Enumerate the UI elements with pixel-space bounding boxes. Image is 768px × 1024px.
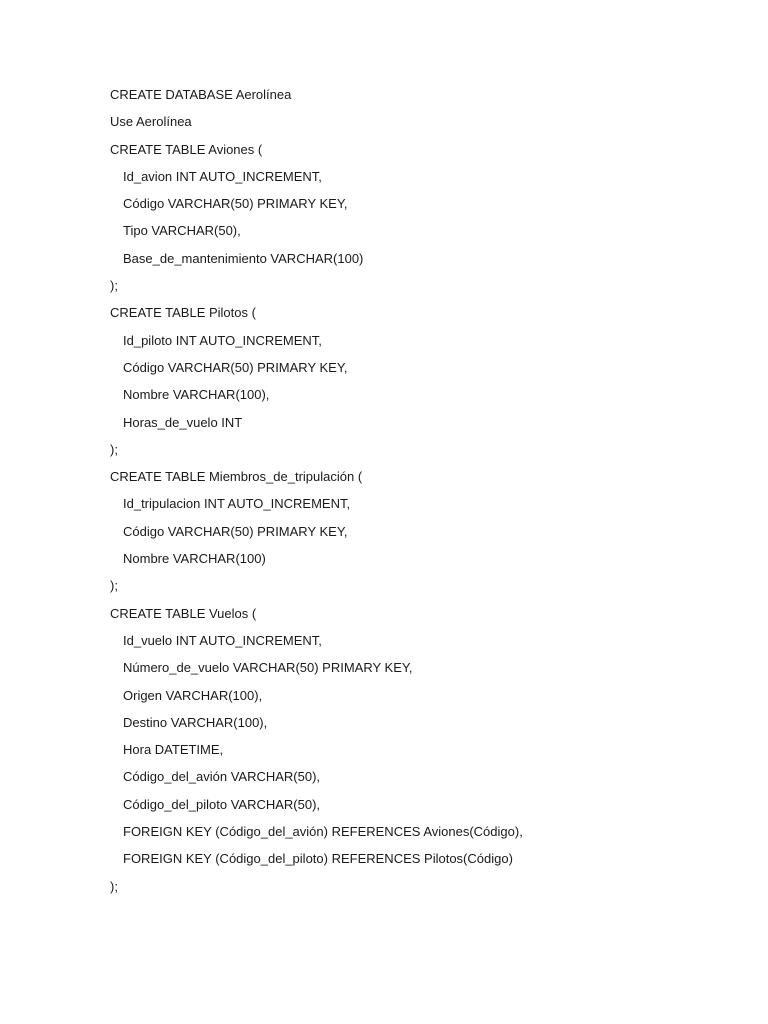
sql-line: Id_piloto INT AUTO_INCREMENT,	[123, 332, 322, 348]
sql-line: Nombre VARCHAR(100),	[123, 387, 270, 403]
sql-line: Id_avion INT AUTO_INCREMENT,	[123, 168, 322, 184]
sql-line: FOREIGN KEY (Código_del_avión) REFERENCES Aviones(Código),	[123, 824, 523, 840]
sql-line: Código VARCHAR(50) PRIMARY KEY,	[123, 196, 348, 212]
sql-line: );	[110, 578, 118, 594]
sql-line: CREATE TABLE Pilotos (	[110, 305, 256, 321]
sql-line: CREATE TABLE Miembros_de_tripulación (	[110, 469, 363, 485]
sql-line: Base_de_mantenimiento VARCHAR(100)	[123, 250, 364, 266]
sql-line: );	[110, 878, 118, 894]
sql-line: );	[110, 278, 118, 294]
sql-line: Id_tripulacion INT AUTO_INCREMENT,	[123, 496, 351, 512]
sql-line: Id_vuelo INT AUTO_INCREMENT,	[123, 632, 322, 648]
sql-line: Tipo VARCHAR(50),	[123, 223, 241, 239]
sql-line: Número_de_vuelo VARCHAR(50) PRIMARY KEY,	[123, 660, 413, 676]
sql-line: CREATE TABLE Aviones (	[110, 141, 263, 157]
sql-line: CREATE DATABASE Aerolínea	[110, 87, 292, 102]
sql-line: Código_del_piloto VARCHAR(50),	[123, 796, 321, 812]
sql-line: FOREIGN KEY (Código_del_piloto) REFERENCES Pilotos(Código)	[123, 851, 513, 867]
sql-line: Horas_de_vuelo INT	[123, 414, 243, 430]
sql-script-body	[110, 84, 730, 903]
sql-line: Código VARCHAR(50) PRIMARY KEY,	[123, 359, 348, 375]
sql-line: Use Aerolínea	[110, 114, 192, 130]
sql-line: Código_del_avión VARCHAR(50),	[123, 769, 321, 785]
sql-line: );	[110, 441, 118, 457]
sql-line: Nombre VARCHAR(100)	[123, 551, 266, 567]
sql-line: Origen VARCHAR(100),	[123, 687, 263, 703]
sql-line: Código VARCHAR(50) PRIMARY KEY,	[123, 523, 348, 539]
sql-line: Hora DATETIME,	[123, 742, 224, 758]
sql-line: CREATE TABLE Vuelos (	[110, 605, 257, 621]
sql-line: Destino VARCHAR(100),	[123, 714, 268, 730]
